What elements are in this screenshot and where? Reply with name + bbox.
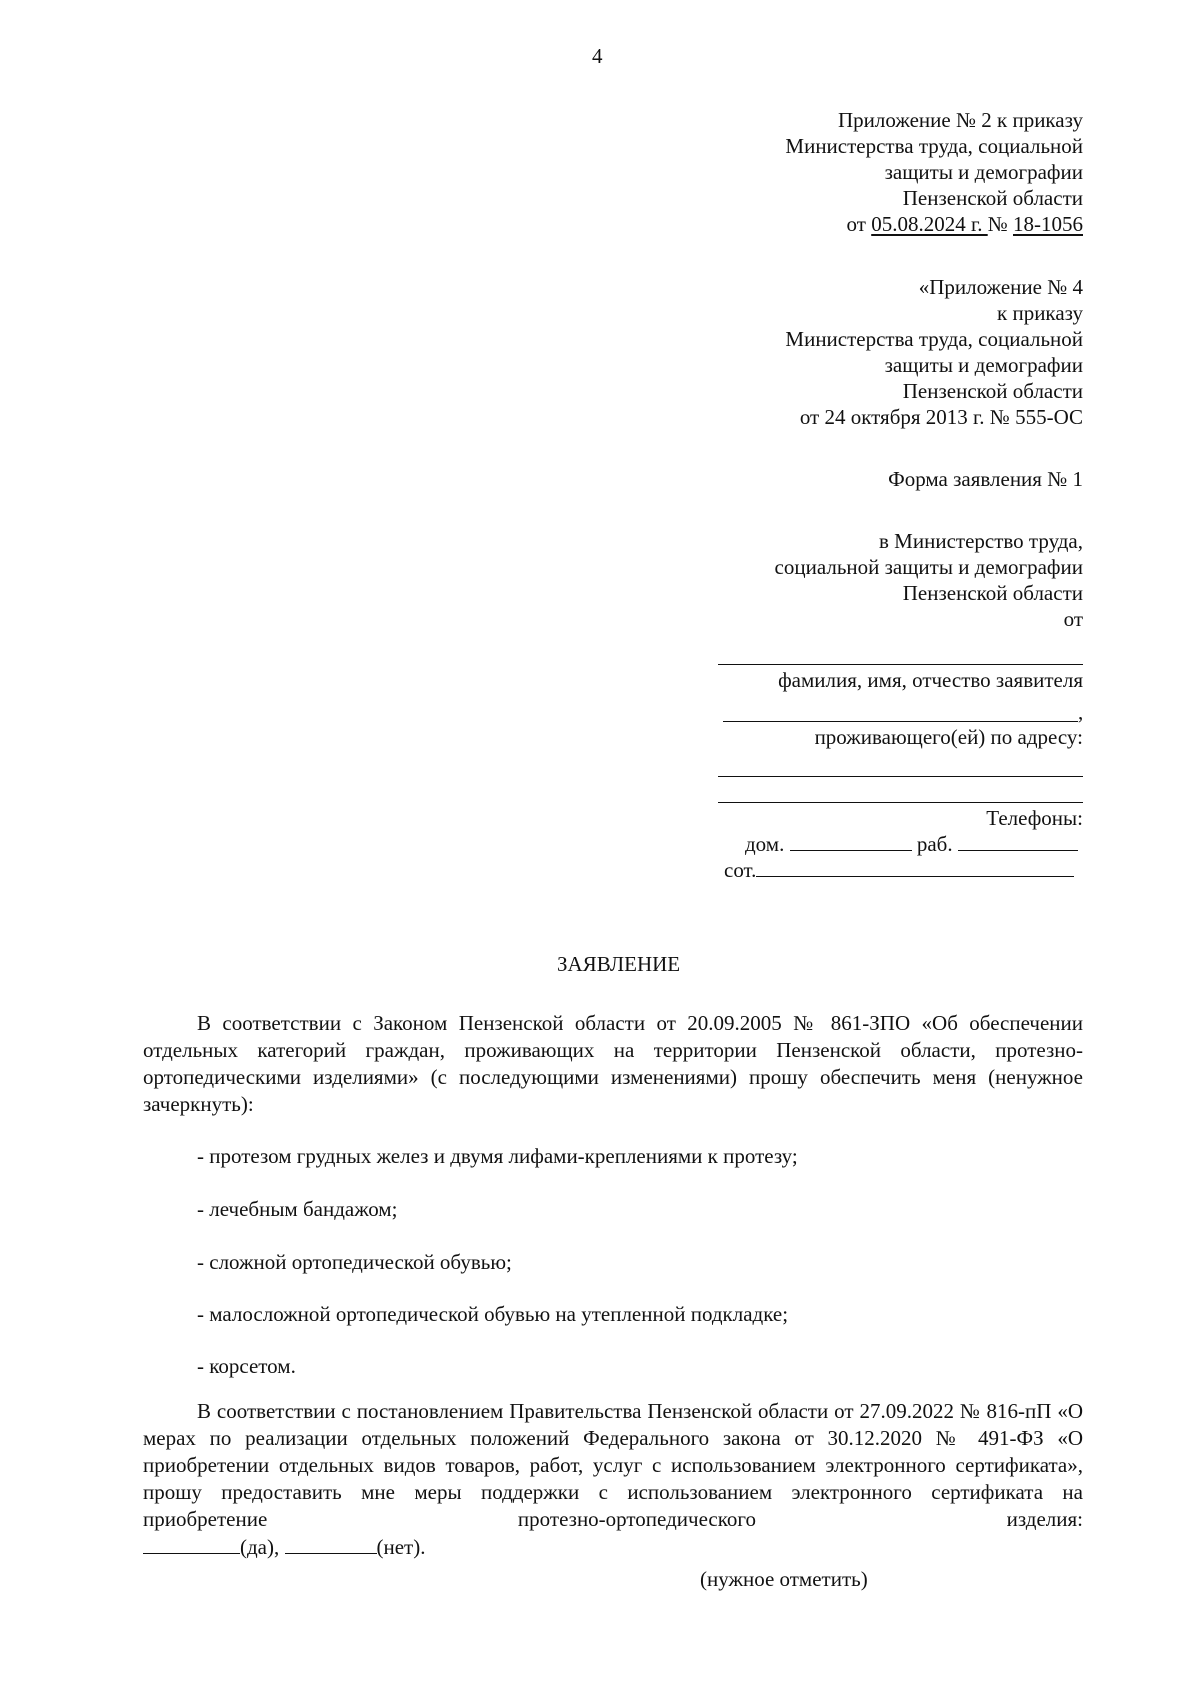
header2-line1: «Приложение № 4	[918, 275, 1083, 299]
home-label: дом.	[745, 832, 785, 856]
comma: ,	[1078, 700, 1084, 724]
phones-label: Телефоны:	[986, 806, 1083, 830]
header1-line2: Министерства труда, социальной	[785, 134, 1083, 158]
caption-address: проживающего(ей) по адресу:	[814, 725, 1083, 749]
home-phone-row	[745, 830, 1078, 858]
addressee-line1: в Министерство труда,	[879, 529, 1083, 553]
choice-row	[143, 1533, 425, 1561]
paragraph-2	[143, 1398, 1083, 1533]
header1-line1: Приложение № 2 к приказу	[838, 108, 1083, 132]
header2-line4: защиты и демографии	[884, 353, 1083, 377]
header2-line6: от 24 октября 2013 г. № 555-ОС	[799, 405, 1083, 429]
header1-line4: Пензенской области	[902, 186, 1083, 210]
note-mark-required: (нужное отметить)	[700, 1567, 868, 1591]
choice-yes: (да),	[240, 1535, 280, 1559]
list-item-complex-shoes: - сложной ортопедической обувью;	[197, 1250, 512, 1274]
list-item-prosthesis: - протезом грудных желез и двумя лифами-креплениями к протезу;	[197, 1144, 798, 1168]
document-title: ЗАЯВЛЕНИЕ	[557, 952, 681, 976]
paragraph-1	[143, 1010, 1083, 1118]
header2-line3: Министерства труда, социальной	[785, 327, 1083, 351]
mobile-label: сот.	[724, 858, 757, 882]
mobile-phone-field[interactable]	[756, 858, 1074, 877]
header1-date-line	[847, 210, 1083, 238]
header2-line5: Пензенской области	[902, 379, 1083, 403]
header1-date-prefix: от	[846, 212, 872, 236]
form-label: Форма заявления № 1	[888, 467, 1083, 491]
header1-line3: защиты и демографии	[884, 160, 1083, 184]
addressee-line2: социальной защиты и демографии	[774, 555, 1083, 579]
paragraph-2-text: В соответствии с постановлением Правительства Пензенской области от 27.09.2022 № 816-пП «О мерах по реализации отдельных положений Федерального закона от 30.12.2020 № 491-ФЗ «О приобретении отдельных видов товаров, работ, услуг с использованием электронного сертификата», прошу предоставить мне меры поддержки с использованием электронного сертификата на приобретение протезно-ортопедического изделия:	[143, 1399, 1083, 1531]
applicant-name-field-2[interactable]	[723, 721, 1078, 722]
list-item-corset: - корсетом.	[197, 1354, 296, 1378]
address-field-1[interactable]	[718, 776, 1083, 777]
header1-number: 18-1056	[1013, 212, 1083, 236]
address-field-2[interactable]	[718, 802, 1083, 803]
work-label: раб.	[916, 832, 953, 856]
mobile-phone-row	[724, 856, 1074, 884]
no-field[interactable]	[285, 1535, 377, 1554]
caption-name: фамилия, имя, отчество заявителя	[778, 668, 1083, 692]
addressee-from: от	[1063, 607, 1083, 631]
list-item-simple-shoes: - малосложной ортопедической обувью на утепленной подкладке;	[197, 1302, 789, 1326]
header1-num-sign: №	[987, 212, 1013, 236]
paragraph-1-text: В соответствии с Законом Пензенской области от 20.09.2005 № 861-ЗПО «Об обеспечении отдельных категорий граждан, проживающих на территории Пензенской области, протезно-ортопедическими изделиями» (с последующими изменениями) прошу обеспечить меня (ненужное зачеркнуть):	[143, 1011, 1083, 1116]
list-item-bandage: - лечебным бандажом;	[197, 1197, 398, 1221]
header1-date: 05.08.2024 г.	[871, 212, 988, 236]
header2-line2: к приказу	[997, 301, 1083, 325]
choice-no: (нет).	[376, 1535, 426, 1559]
addressee-line3: Пензенской области	[902, 581, 1083, 605]
yes-field[interactable]	[143, 1535, 240, 1554]
page-number: 4	[592, 44, 603, 68]
home-phone-field[interactable]	[790, 832, 912, 851]
work-phone-field[interactable]	[958, 832, 1078, 851]
applicant-name-field[interactable]	[718, 664, 1083, 665]
